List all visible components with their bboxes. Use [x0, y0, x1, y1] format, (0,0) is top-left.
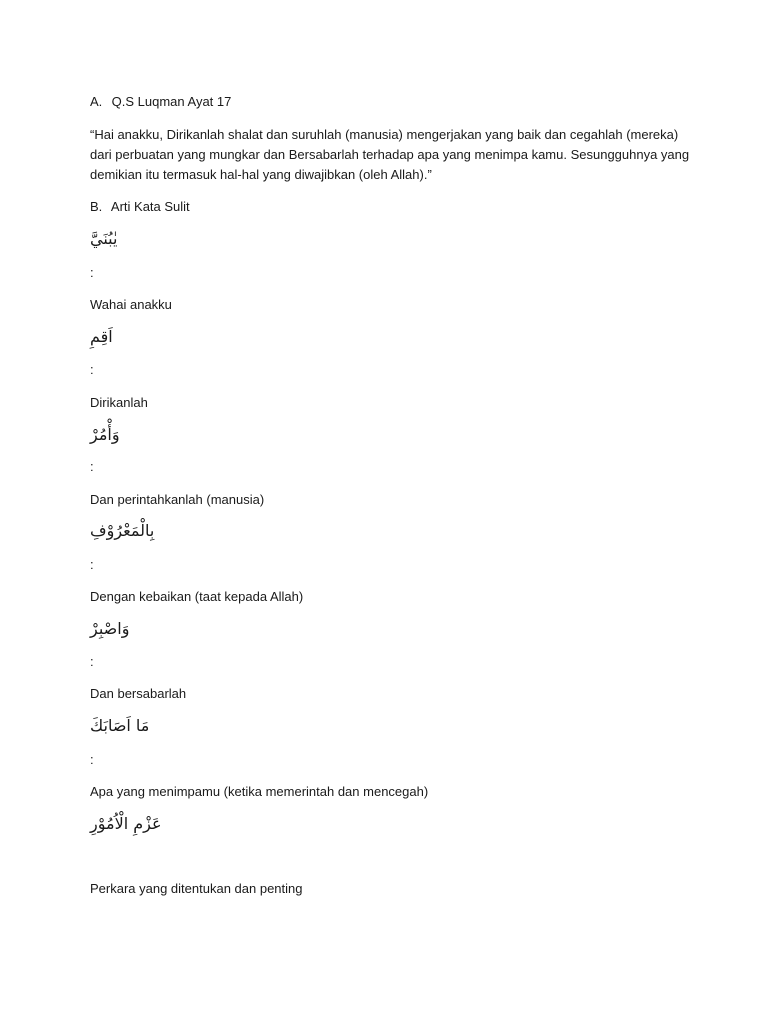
vocab-separator: :	[90, 459, 94, 474]
vocab-arabic-word: يٰبُنَيَّ	[90, 229, 118, 248]
section-b-marker: B.	[90, 199, 103, 214]
vocab-separator: :	[90, 654, 94, 669]
verse-translation: “Hai anakku, Dirikanlah shalat dan suruhlah (manusia) mengerjakan yang baik dan cegahlah (mereka) dari perbuatan yang mungkar dan Bersabarlah terhadap apa yang menimpa kamu. Sesungguhnya yang demikian itu termasuk hal-hal yang diwajibkan (oleh Allah).”	[90, 127, 690, 182]
vocab-separator: :	[90, 362, 94, 377]
vocab-meaning: Dirikanlah	[90, 395, 148, 410]
vocab-meaning: Dan bersabarlah	[90, 686, 187, 701]
vocab-separator: :	[90, 265, 94, 280]
section-a-heading	[90, 92, 231, 112]
vocab-arabic-word: اَقِمِ	[90, 327, 113, 346]
vocab-meaning: Perkara yang ditentukan dan penting	[90, 881, 303, 896]
section-a-title: Q.S Luqman Ayat 17	[111, 94, 232, 109]
vocab-meaning: Wahai anakku	[90, 297, 172, 312]
vocab-separator: :	[90, 752, 94, 767]
vocab-meaning: Dan perintahkanlah (manusia)	[90, 492, 265, 507]
vocab-separator: :	[90, 557, 94, 572]
section-b-title: Arti Kata Sulit	[110, 199, 190, 214]
vocab-meaning: Dengan kebaikan (taat kepada Allah)	[90, 589, 304, 604]
section-a-marker: A.	[90, 94, 103, 109]
vocab-arabic-word: بِالْمَعْرُوْفِ	[90, 521, 155, 540]
vocab-arabic-word: وَأْمُرْ	[90, 425, 120, 444]
vocab-meaning: Apa yang menimpamu (ketika memerintah dan mencegah)	[90, 784, 429, 799]
vocab-arabic-word: عَزْمِ الْاُمُوْرِ	[90, 814, 162, 833]
vocab-arabic-word: وَاصْبِرْ	[90, 619, 130, 638]
section-b-heading	[90, 197, 190, 217]
vocab-arabic-word: مَا اَصَابَكَ	[90, 716, 150, 735]
